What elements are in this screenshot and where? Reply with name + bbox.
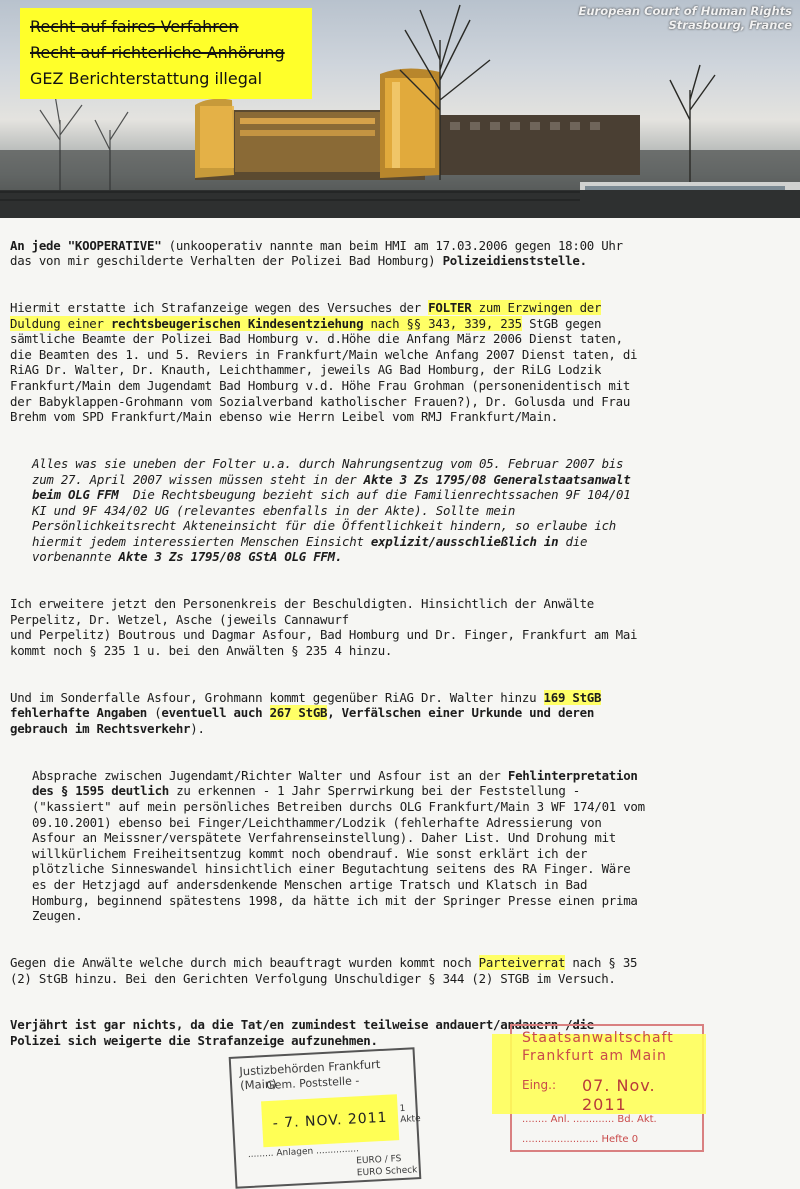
stamp-line: Staatsanwaltschaft <box>522 1030 674 1046</box>
text: und Perpelitz) Boutrous und Dagmar Asfour, Bad Homburg und Dr. Finger, Frankfurt am Mai <box>10 627 638 643</box>
stamp-line: EURO Scheck <box>356 1165 418 1179</box>
text: hiermit jedem interessierten Menschen Einsicht <box>32 533 371 549</box>
text: Zeugen. <box>32 908 83 924</box>
paragraph-absprache <box>10 768 795 924</box>
text: Absprache zwischen Jugendamt/Richter Walter und Asfour ist an der <box>32 767 508 783</box>
text: Perpelitz, Dr. Wetzel, Asche (jeweils Cannawurf <box>10 611 349 627</box>
caption-court: European Court of Human Rights <box>578 4 792 18</box>
text: An jede <box>10 237 68 253</box>
paragraph-akte <box>10 456 795 565</box>
text: 09.10.2001) ebenso bei Finger/Leichthammer/Lodzik (fehlerhafte Adressierung von <box>32 814 602 830</box>
text: Akte 3 Zs 1795/08 GStA OLG FFM. <box>118 549 343 565</box>
text: RiAG Dr. Walter, Dr. Knauth, Leichthammer, jeweils AG Bad Homburg, der RiLG Lodzik <box>10 362 602 378</box>
text: StGB gegen <box>521 315 602 331</box>
text: KI und 9F 434/02 UG (relevantes ebenfalls in der Akte). Sollte mein <box>32 502 516 518</box>
text: ( <box>147 705 162 721</box>
stamp-date: 07. Nov. 2011 <box>582 1076 656 1114</box>
text: , Verfälschen einer Urkunde und deren <box>327 705 595 721</box>
text: Brehm vom SPD Frankfurt/Main ebenso wie Herrn Leibel vom RMJ Frankfurt/Main. <box>10 409 558 425</box>
text: es der Hetzjagd auf andersdenkende Menschen artige Tratsch und Klatsch in Bad <box>32 876 588 892</box>
stamp-line: ........................ Hefte 0 <box>522 1134 639 1145</box>
text: "KOOPERATIVE" <box>67 237 162 253</box>
text: Asfour an Meissner/verspätete Verfahrenseinstellung). Daher List. Und Drohung mit <box>32 830 616 846</box>
overlay-line-gez: GEZ Berichterstattung illegal <box>30 69 263 88</box>
text: die <box>558 533 588 549</box>
receipt-stamp-staatsanwaltschaft <box>510 1024 704 1152</box>
text: plötzliche Sinneswandel hinsichtlich einer Begutachtung seitens des RA Finger. Wäre <box>32 861 631 877</box>
highlight-folter: FOLTER <box>428 299 472 315</box>
text: willkürlichem Freiheitsentzug kommt noch obendrauf. Wie sonst erklärt ich der <box>32 845 588 861</box>
text: nach § 35 <box>565 954 638 970</box>
text: Polizei sich weigerte die Strafanzeige aufzunehmen. <box>10 1032 378 1048</box>
stamp-line: Justizbehörden Frankfurt (Main) <box>239 1057 381 1093</box>
stamp-line: EURO / FS <box>356 1154 402 1167</box>
header-photo <box>0 0 800 218</box>
paragraph-complaint <box>10 300 795 425</box>
stamp-eing-label: Eing.: <box>522 1078 556 1092</box>
overlay-text-box <box>20 8 312 99</box>
letter-body <box>10 222 795 1080</box>
text: kommt noch § 235 1 u. bei den Anwälten § 235 4 hinzu. <box>10 643 393 659</box>
receipt-stamp-justizbehoerden <box>229 1047 422 1189</box>
text: Gegen die Anwälte welche durch mich beauftragt wurden kommt noch <box>10 954 479 970</box>
text: Hiermit erstatte ich Strafanzeige wegen des Versuches der <box>10 299 429 315</box>
text: der Babyklappen-Grohmann vom Sozialverband katholischer Frauen?), Dr. Golusda und Frau <box>10 393 631 409</box>
overlay-line-fair-trial: Recht auf faires Verfahren <box>30 17 239 36</box>
text: vorbenannte <box>32 549 119 565</box>
text: Alles was sie uneben der Folter u.a. durch Nahrungsentzug vom 05. Februar 2007 bis <box>32 455 624 471</box>
text: Fehlinterpretation <box>507 767 638 783</box>
text: zum Erzwingen der <box>471 299 602 315</box>
stamp-line: ........ Anl. ............. Bd. Akt. <box>522 1114 657 1125</box>
text: gebrauch im Rechtsverkehr <box>10 721 191 736</box>
text: Und im Sonderfalle Asfour, Grohmann kommt gegenüber RiAG Dr. Walter hinzu <box>10 689 544 705</box>
text: Ich erweitere jetzt den Personenkreis der Beschuldigten. Hinsichtlich der Anwälte <box>10 596 594 612</box>
text: Verjährt ist gar nichts, da die Tat/en zumindest teilweise andauert/andauern /die <box>10 1017 594 1033</box>
stamp-line: ......... Anlagen ............... <box>247 1144 360 1161</box>
stamp-line: Frankfurt am Main <box>522 1048 667 1064</box>
text: Persönlichkeitsrecht Akteneinsicht für die Öffentlichkeit hindern, so erlaube ich <box>32 518 616 534</box>
text: die Beamten des 1. und 5. Reviers in Frankfurt/Main welche Anfang 2007 Dienst taten, di <box>10 346 638 362</box>
text: zu erkennen - 1 Jahr Sperrwirkung bei der Feststellung - <box>169 783 580 799</box>
text: ). <box>190 721 205 736</box>
photo-caption <box>578 4 792 32</box>
text: Homburg, beginnend spätestens 1998, da hätte ich mit der Springer Presse einen prima <box>32 892 638 908</box>
text: Polizeidienststelle. <box>442 253 587 269</box>
text: (2) StGB hinzu. Bei den Gerichten Verfolgung Unschuldiger § 344 (2) STGB im Versuch. <box>10 970 616 986</box>
paragraph-parteiverrat <box>10 955 795 986</box>
text: Die Rechtsbeugung bezieht sich auf die Familienrechtssachen 9F 104/01 <box>118 487 631 503</box>
text: beim OLG FFM <box>32 487 119 503</box>
highlight-169-stgb: 169 StGB <box>543 689 602 705</box>
stamp-line: Gem. Poststelle - <box>265 1074 360 1093</box>
text: fehlerhafte Angaben <box>10 705 147 721</box>
highlight-267-stgb: 267 StGB <box>269 705 328 721</box>
text: des § 1595 deutlich <box>32 783 169 799</box>
caption-location: Strasbourg, France <box>668 18 792 32</box>
text: (unkooperativ nannte man beim HMI am 17.03.2006 gegen 18:00 Uhr <box>161 237 623 253</box>
overlay-line-judicial-hearing: Recht auf richterliche Anhörung <box>30 43 285 62</box>
text: explizit/ausschließlich in <box>370 533 559 549</box>
highlight-kindesentziehung: rechtsbeugerischen Kindesentziehung <box>110 315 364 331</box>
text: Frankfurt/Main dem Jugendamt Bad Homburg v.d. Höhe Frau Grohman (personenidentisch mit <box>10 377 631 393</box>
paragraph-sonderfall <box>10 690 795 737</box>
text: sämtliche Beamte der Polizei Bad Homburg v. d.Höhe die Anfang März 2006 Dienst taten, <box>10 331 623 347</box>
text: das von mir geschilderte Verhalten der Polizei Bad Homburg) <box>10 253 443 269</box>
text: Akte 3 Zs 1795/08 Generalstaatsanwalt <box>363 471 631 487</box>
text: zum 27. April 2007 wissen müssen steht in der <box>32 471 364 487</box>
text: nach §§ 343, 339, 235 <box>363 315 522 331</box>
paragraph-addressee <box>10 238 795 269</box>
stamp-line: 1 Akte <box>399 1103 421 1126</box>
text: Duldung einer <box>10 315 111 331</box>
highlight-parteiverrat: Parteiverrat <box>478 954 566 970</box>
text: ("kassiert" auf mein persönliches Betreiben durchs OLG Frankfurt/Main 3 WF 174/01 vom <box>32 798 645 814</box>
stamp-date: - 7. NOV. 2011 <box>261 1094 399 1147</box>
paragraph-beschuldigte <box>10 596 795 658</box>
text: eventuell auch <box>161 705 270 721</box>
